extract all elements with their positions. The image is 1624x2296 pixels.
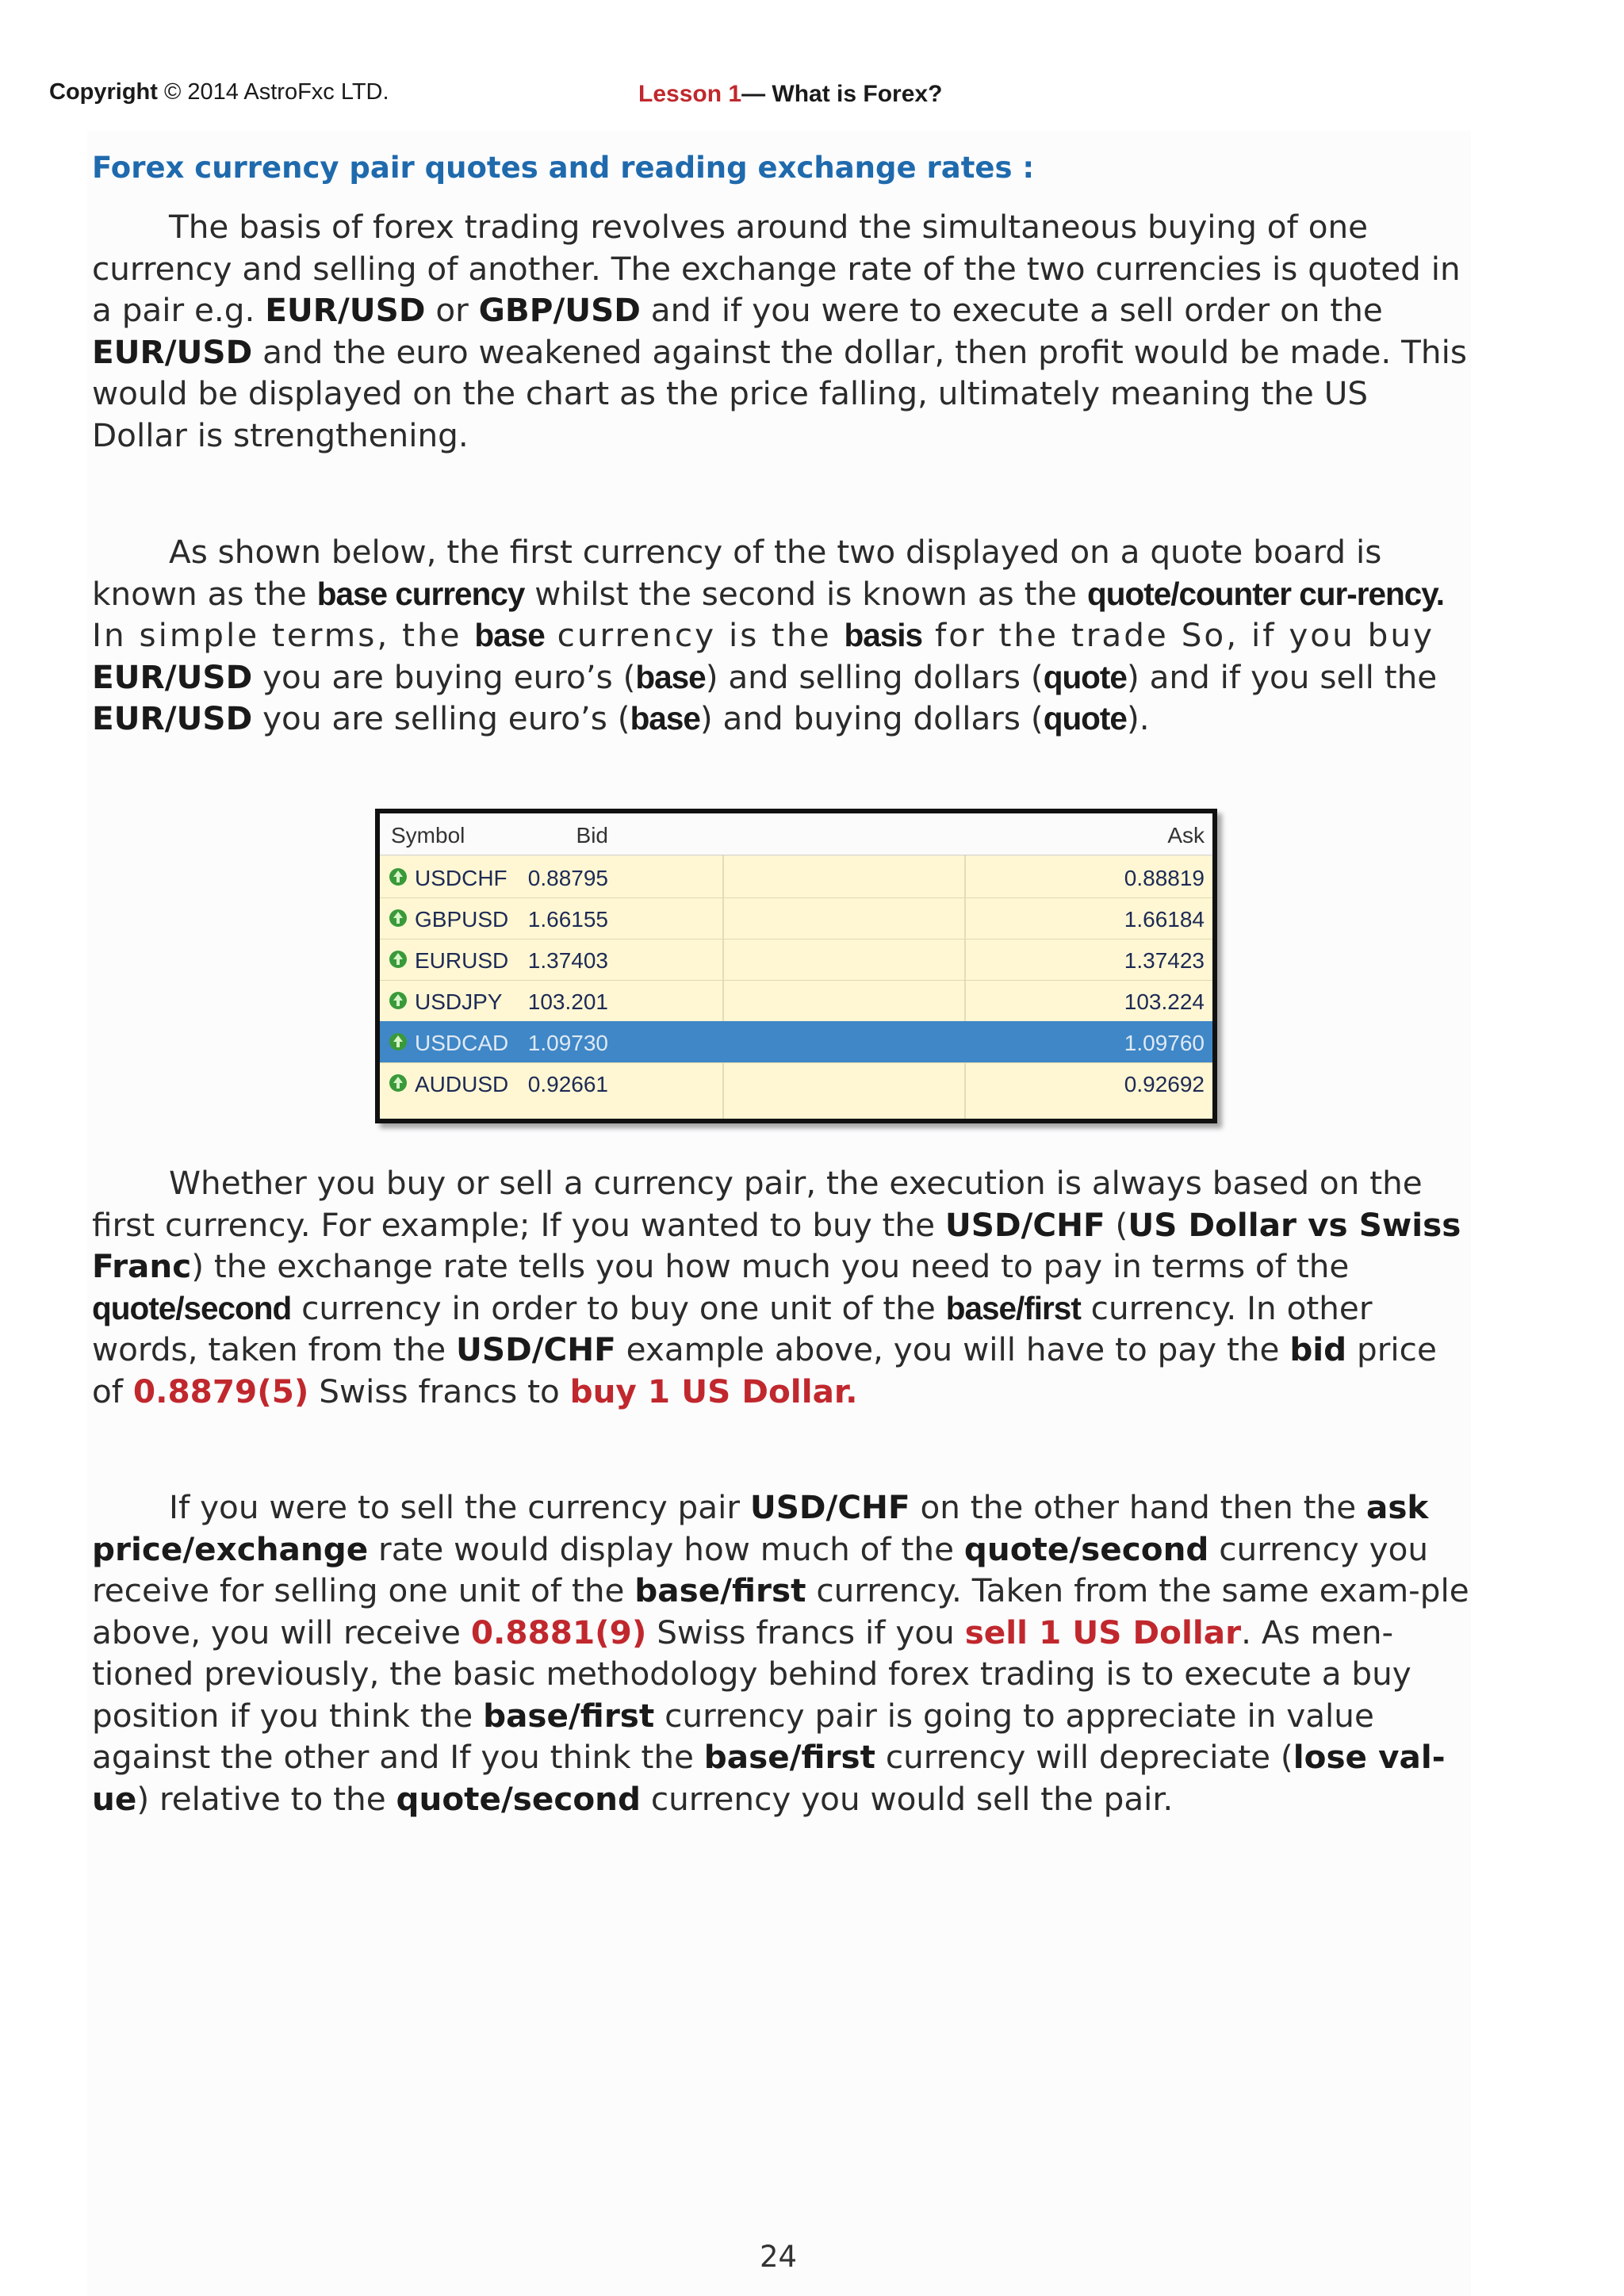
paragraph-sell-example (92, 1487, 1472, 1820)
ask-cell: 0.92692 (1124, 1072, 1205, 1096)
text: In simple terms, the (92, 616, 475, 654)
bold-term: EUR/USD (92, 657, 253, 696)
text: Whether you buy or sell a currency pair, the execution is always based on the first currency. For example; If you wanted to buy the (92, 1164, 1423, 1244)
symbol-cell: USDCHF (415, 866, 508, 890)
text: example above, you will have to pay the (615, 1330, 1290, 1368)
bid-cell: 0.92661 (527, 1072, 608, 1096)
text: currency. In other words, taken from the (92, 1288, 1373, 1368)
text: . As men-tioned previously, the basic methodology behind forex trading is to execute a buy position if you think the (92, 1613, 1411, 1735)
bold-term: quote/second (92, 1289, 292, 1326)
text: ) and if you sell the (1126, 657, 1438, 696)
bid-cell: 0.88795 (527, 866, 608, 890)
quote-row-audusd[interactable] (380, 1062, 1212, 1104)
text: for the trade So, if you buy (922, 616, 1434, 654)
text: currency in order to buy one unit of the (291, 1288, 946, 1327)
bold-term: base/first (483, 1696, 655, 1735)
paragraph-buy-example (92, 1162, 1472, 1412)
bold-term: US Dollar vs Swiss Franc (92, 1205, 1461, 1285)
symbol-cell: USDCAD (415, 1031, 509, 1055)
bold-term: GBP/USD (478, 291, 641, 329)
copyright-text: © 2014 AstroFxc LTD. (164, 79, 389, 105)
text: If you were to sell the currency pair (169, 1488, 750, 1526)
symbol-cell: AUDUSD (415, 1072, 509, 1096)
text: As shown below, the first currency of the two displayed on a quote board is known as the (92, 533, 1382, 613)
bold-term: USD/CHF (944, 1205, 1105, 1244)
bid-cell: 103.201 (527, 989, 608, 1014)
symbol-cell: EURUSD (415, 948, 509, 973)
bold-term: USD/CHF (456, 1330, 616, 1368)
page-number: 24 (760, 2240, 798, 2274)
text: ) and selling dollars ( (705, 657, 1044, 696)
quote-board (375, 809, 1217, 1123)
text: The basis of forex trading revolves around the simultaneous buying of one currency and selling of another. The exchange rate of the two currencies is quoted in a pair e.g. (92, 208, 1461, 329)
copyright-label: Copyright (49, 79, 158, 105)
bid-cell: 1.66155 (527, 907, 608, 932)
text: ). (1126, 699, 1150, 737)
text: you are buying euro’s ( (252, 657, 636, 696)
symbol-cell: USDJPY (415, 989, 503, 1014)
green-up-arrow-icon (389, 992, 407, 1009)
ask-cell: 0.88819 (1124, 866, 1205, 890)
green-up-arrow-icon (389, 868, 407, 886)
bold-term: quote/counter cur-rency. (1086, 575, 1445, 612)
text: rate would display how much of the (368, 1529, 964, 1568)
bold-term: base/first (634, 1571, 806, 1609)
bold-term: ask price/exchange (92, 1488, 1429, 1568)
bold-term: base currency (316, 575, 525, 612)
quote-row-eurusd[interactable] (380, 939, 1212, 981)
bold-term: quote (1043, 658, 1127, 695)
highlight-action: sell 1 US Dollar (964, 1613, 1242, 1651)
bid-cell: 1.37403 (527, 948, 608, 973)
bold-term: base/first (703, 1738, 875, 1776)
lesson-label: Lesson 1 (638, 81, 742, 107)
quote-row-usdchf[interactable] (380, 856, 1212, 898)
quote-row-usdcad[interactable] (380, 1021, 1212, 1063)
bold-term: base (635, 658, 706, 695)
text: Swiss francs if you (646, 1613, 965, 1651)
ask-cell: 1.66184 (1124, 907, 1205, 932)
text: whilst the second is known as the (524, 574, 1087, 613)
lesson-title: — What is Forex? (741, 81, 943, 107)
bid-cell: 1.09730 (527, 1031, 608, 1055)
paragraph-basis (92, 206, 1472, 456)
ask-cell: 103.224 (1124, 989, 1205, 1014)
bold-term: EUR/USD (265, 291, 426, 329)
green-up-arrow-icon (389, 1074, 407, 1092)
bold-term: base (630, 700, 700, 737)
quote-row-gbpusd[interactable] (380, 897, 1212, 939)
text: currency is the (544, 616, 845, 654)
bold-term: EUR/USD (92, 332, 253, 371)
bold-term: quote/second (963, 1529, 1209, 1568)
bold-term: bid (1289, 1330, 1347, 1368)
bold-term: quote (1043, 700, 1127, 737)
ask-cell: 1.09760 (1124, 1031, 1205, 1055)
ask-cell: 1.37423 (1124, 948, 1205, 973)
text: ) relative to the (136, 1779, 396, 1818)
text: ( (1105, 1205, 1128, 1244)
text: currency. Taken from the same exam-ple above, you will receive (92, 1571, 1469, 1651)
quote-board-header (380, 813, 1212, 855)
highlight-price: 0.8881(9) (470, 1613, 647, 1651)
text: and if you were to execute a sell order on the (640, 291, 1383, 329)
bold-term: quote/second (396, 1779, 641, 1818)
text: on the other hand then the (910, 1488, 1366, 1526)
symbol-cell: GBPUSD (415, 907, 509, 932)
lesson-header (638, 81, 942, 108)
text: and the euro weakened against the dollar, then profit would be made. This would be displayed on the chart as the price falling, ultimately meaning the US Dollar is strengthening. (92, 332, 1467, 454)
bold-term: base (474, 617, 545, 653)
section-title: Forex currency pair quotes and reading exchange rates : (92, 151, 1035, 185)
text: or (425, 291, 479, 329)
bold-term: base/first (945, 1289, 1081, 1326)
copyright-notice (49, 79, 389, 105)
text: currency pair is going to appreciate in value against the other and If you think the (92, 1696, 1374, 1776)
green-up-arrow-icon (389, 1033, 407, 1050)
column-header-bid[interactable]: Bid (576, 823, 608, 848)
bold-term: USD/CHF (749, 1488, 910, 1526)
column-header-symbol[interactable]: Symbol (391, 823, 465, 848)
bold-term: lose val-ue (92, 1738, 1446, 1818)
text: price of (92, 1330, 1437, 1410)
highlight-price: 0.8879(5) (132, 1372, 309, 1410)
column-header-ask[interactable]: Ask (1167, 823, 1205, 848)
bold-term: basis (844, 617, 923, 653)
green-up-arrow-icon (389, 909, 407, 927)
text: ) the exchange rate tells you how much you need to pay in terms of the (191, 1247, 1350, 1285)
quote-row-usdjpy[interactable] (380, 980, 1212, 1022)
paragraph-base-quote (92, 531, 1472, 740)
text: ) and buying dollars ( (699, 699, 1044, 737)
highlight-action: buy 1 US Dollar. (569, 1372, 858, 1410)
text: you are selling euro’s ( (252, 699, 630, 737)
text: currency will depreciate ( (875, 1738, 1293, 1776)
text: currency you receive for selling one unit of the (92, 1529, 1429, 1609)
bold-term: EUR/USD (92, 699, 253, 737)
green-up-arrow-icon (389, 951, 407, 968)
text: currency you would sell the pair. (641, 1779, 1174, 1818)
text: Swiss francs to (308, 1372, 570, 1410)
